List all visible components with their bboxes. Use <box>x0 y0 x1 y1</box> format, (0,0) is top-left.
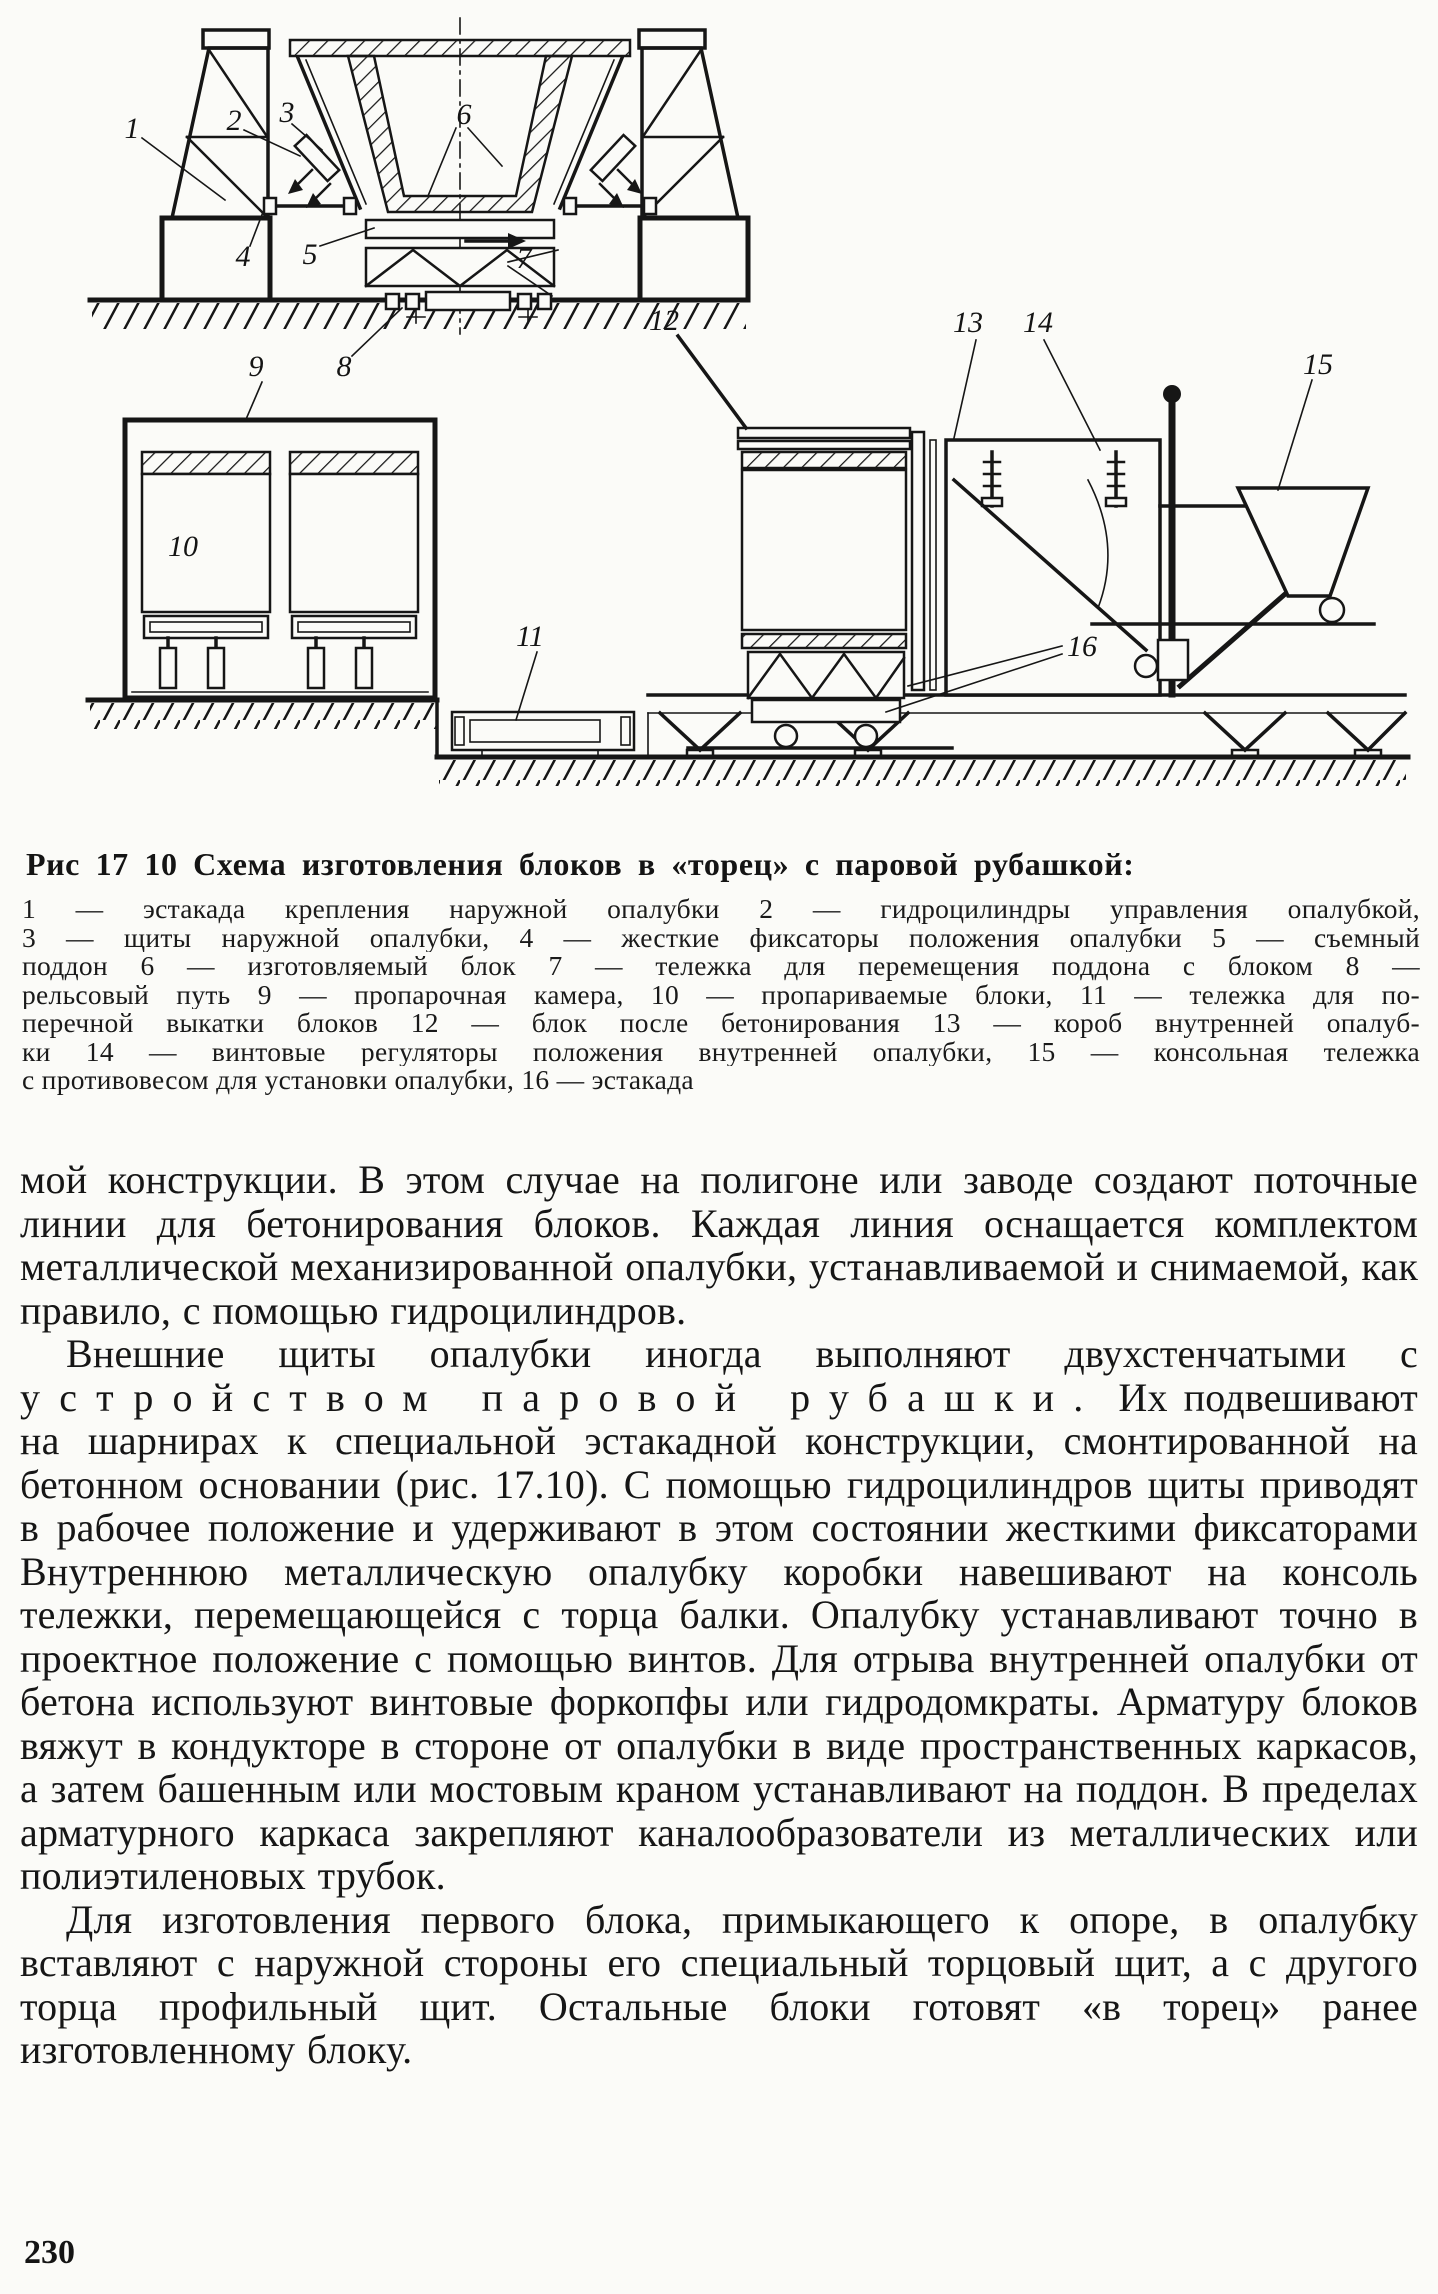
figure-label-5: 5 <box>302 238 318 271</box>
leader-12 <box>678 336 746 428</box>
trestle-leg <box>1205 713 1285 757</box>
steam-chamber <box>125 420 435 698</box>
block-top-slab <box>290 40 630 56</box>
right-trestle <box>639 30 748 300</box>
trestle-leg <box>660 713 740 757</box>
paragraph <box>20 1332 1418 1898</box>
body-text <box>20 1158 1418 2072</box>
figure-label-13: 13 <box>953 306 983 339</box>
figure-label-16: 16 <box>1067 630 1097 663</box>
paragraph-text: Их подвешивают на шарнирах к специальной эстакадной конструкции, смонтированной на бетонном основании (рис. 17.10). С помощью гидроцилиндров щиты приводят в рабочее положение и удерживают в этом состоянии жесткими фиксаторами Внутреннюю металлическую опалубку коробки навешивают на консоль тележки, перемещающейся с торца балки. Опалубку устанавливают точно в проектное положение с помощью винтов. Для отрыва внутренней опалубки от бетона используют винтовые форкопфы или гидродомкраты. Арматуру блоков вяжут в кондукторе в стороне от опалубки в виде пространственных каркасов, а затем башенным или мостовым краном устанавливают на поддон. В пределах арматурного каркаса закрепляют каналообразователи из металлических или полиэтиленовых трубок. <box>20 1374 1418 1898</box>
figure-label-15: 15 <box>1303 348 1333 381</box>
paragraph: мой конструкции. В этом случае на полигоне или заводе создают поточные линии для бетонирования блоков. Каждая линия оснащается комплектом металлической механизированной опалубки, устанавливаемой и снимаемой, как правило, с помощью гидроцилиндров. <box>20 1157 1418 1333</box>
legend-line: 3 — щиты наружной опалубки, 4 — жесткие фиксаторы положения опалубки 5 — съемный <box>22 923 1420 952</box>
figure-legend <box>22 895 1420 1095</box>
legend-line: с противовесом для установки опалубки, 16 — эстакада <box>22 1066 694 1095</box>
leader-14 <box>1044 340 1100 450</box>
figure-label-9: 9 <box>248 350 264 383</box>
legend-line: 1 — эстакада крепления наружной опалубки 2 — гидроцилиндры управления опалубкой, <box>22 895 1420 924</box>
leader-13 <box>954 340 976 438</box>
lower-ground-hatch <box>439 760 1406 786</box>
figure-label-6: 6 <box>456 98 472 131</box>
figure-label-11: 11 <box>516 620 544 653</box>
figure-label-2: 2 <box>226 104 242 137</box>
leader-11 <box>516 652 537 720</box>
figure-label-3: 3 <box>279 96 295 129</box>
upper-ground-hatch <box>90 703 437 729</box>
transverse-trolley <box>452 712 634 756</box>
legend-line: перечной выкатки блоков 12 — блок после бетонирования 13 — короб внутренней опалуб- <box>22 1009 1420 1038</box>
leader-15 <box>1278 380 1312 490</box>
diagram-cross-section <box>90 18 748 334</box>
paragraph-text: Внешние щиты опалубки иногда выполняют двухстенчатыми с <box>66 1331 1418 1376</box>
counterweight-hopper <box>1238 488 1368 596</box>
figure-label-14: 14 <box>1023 306 1053 339</box>
pallet <box>366 220 554 238</box>
hydraulic-cylinder-right <box>591 135 642 208</box>
figure-label-8: 8 <box>336 350 352 383</box>
concreted-block-assembly <box>738 428 910 747</box>
figure-label-4: 4 <box>235 240 251 273</box>
legend-line: рельсовый путь 9 — пропарочная камера, 10 — пропариваемые блоки, 11 — тележка для по- <box>22 980 1420 1009</box>
legend-line: ки 14 — винтовые регуляторы положения внутренней опалубки, 15 — консольная тележка <box>22 1037 1420 1066</box>
trestle-leg <box>1328 713 1405 757</box>
figure-label-7: 7 <box>516 242 532 275</box>
figure-label-10: 10 <box>168 530 198 563</box>
diagram-production-line <box>88 304 1408 786</box>
page-number: 230 <box>24 2234 75 2271</box>
figure-label-12: 12 <box>649 304 679 337</box>
emphasized-spaced-text: устройством паровой рубашки. <box>20 1374 1103 1420</box>
figure-diagrams <box>0 0 1438 800</box>
paragraph: Для изготовления первого блока, примыкающего к опоре, в опалубку вставляют с наружной стороны его специальный торцовый щит, а с другого торца профильный щит. Остальные блоки готовят «в торец» ранее изготовленному блоку. <box>20 1896 1418 2072</box>
hydraulic-cylinder-left <box>288 135 339 208</box>
figure-label-1: 1 <box>124 112 140 145</box>
legend-line: поддон 6 — изготовляемый блок 7 — тележка для перемещения поддона с блоком 8 — <box>22 952 1420 981</box>
figure-caption: Рис 17 10 Схема изготовления блоков в «торец» с паровой рубашкой: <box>26 846 1135 882</box>
inner-formwork-box <box>912 432 1160 695</box>
